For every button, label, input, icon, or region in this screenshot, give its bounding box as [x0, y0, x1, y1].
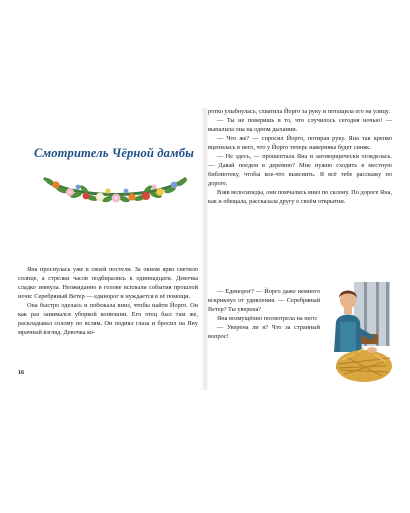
paragraph: — Ты не поверишь в то, что случилось сегодня ночью! — выпалила она на одном дыхании.: [208, 116, 392, 133]
paragraph: Яна возмущённо посмотрела на него:: [217, 314, 318, 322]
right-body-text: [208, 108, 392, 206]
paragraph: — Единорог? — Йорго даже немного вскрикнул от удивления. — Серебряный Ветер? Ты уверена?: [208, 288, 320, 313]
chapter-title: Смотритель Чёрной дамбы: [34, 146, 194, 160]
paragraph: ротко улыбнулась, схватила Йорго за руку и потащила его на улицу.: [208, 108, 390, 115]
paragraph: Взяв велосипеды, они помчались вниз по склону. По дороге Яна, как и обещала, рассказала другу о своём открытии.: [208, 188, 392, 205]
right-page: [208, 108, 392, 390]
paragraph: — Что же? — спросил Йорго, потирая руку. Яна так крепко вцепилась в него, что у Йорго теперь наверняка будет синяк.: [208, 134, 392, 151]
paragraph: Яна проснулась уже в своей постели. За окном ярко светило солнце, а стрелки часов подбирались к одиннадцати. Девочка сладко зевнула. Неожиданно в голове всплыли события прошлой ночи: Серебряный Ветер — единорог и нуждается в её помощи.: [18, 266, 198, 300]
paragraph: — Не здесь, — прошептала Яна и заговорщически огляделась. — Давай поедем в деревню? Мне нужно сходить в местную библиотеку, чтобы кое-что выяснить. Я всё тебе расскажу по дороге.: [208, 152, 392, 187]
paragraph: — Уверена ли я? Что за странный вопрос!: [208, 323, 320, 340]
paragraph: Она быстро оделась и побежала вниз, чтобы найти Йорго. Он как раз занимался уборкой конюшни. Его отец был там же, раскладывал солому по яслям. Он поднял глаза и бросил на Яну мрачный взгляд. Девочка ко-: [18, 301, 198, 336]
boy-with-hay-illustration: [324, 278, 392, 390]
flower-garland-illustration: [40, 170, 190, 204]
left-page: [18, 108, 200, 390]
page-number: 16: [18, 370, 24, 376]
right-body-text-beside-illustration: [208, 288, 320, 342]
left-body-text: [18, 266, 198, 338]
